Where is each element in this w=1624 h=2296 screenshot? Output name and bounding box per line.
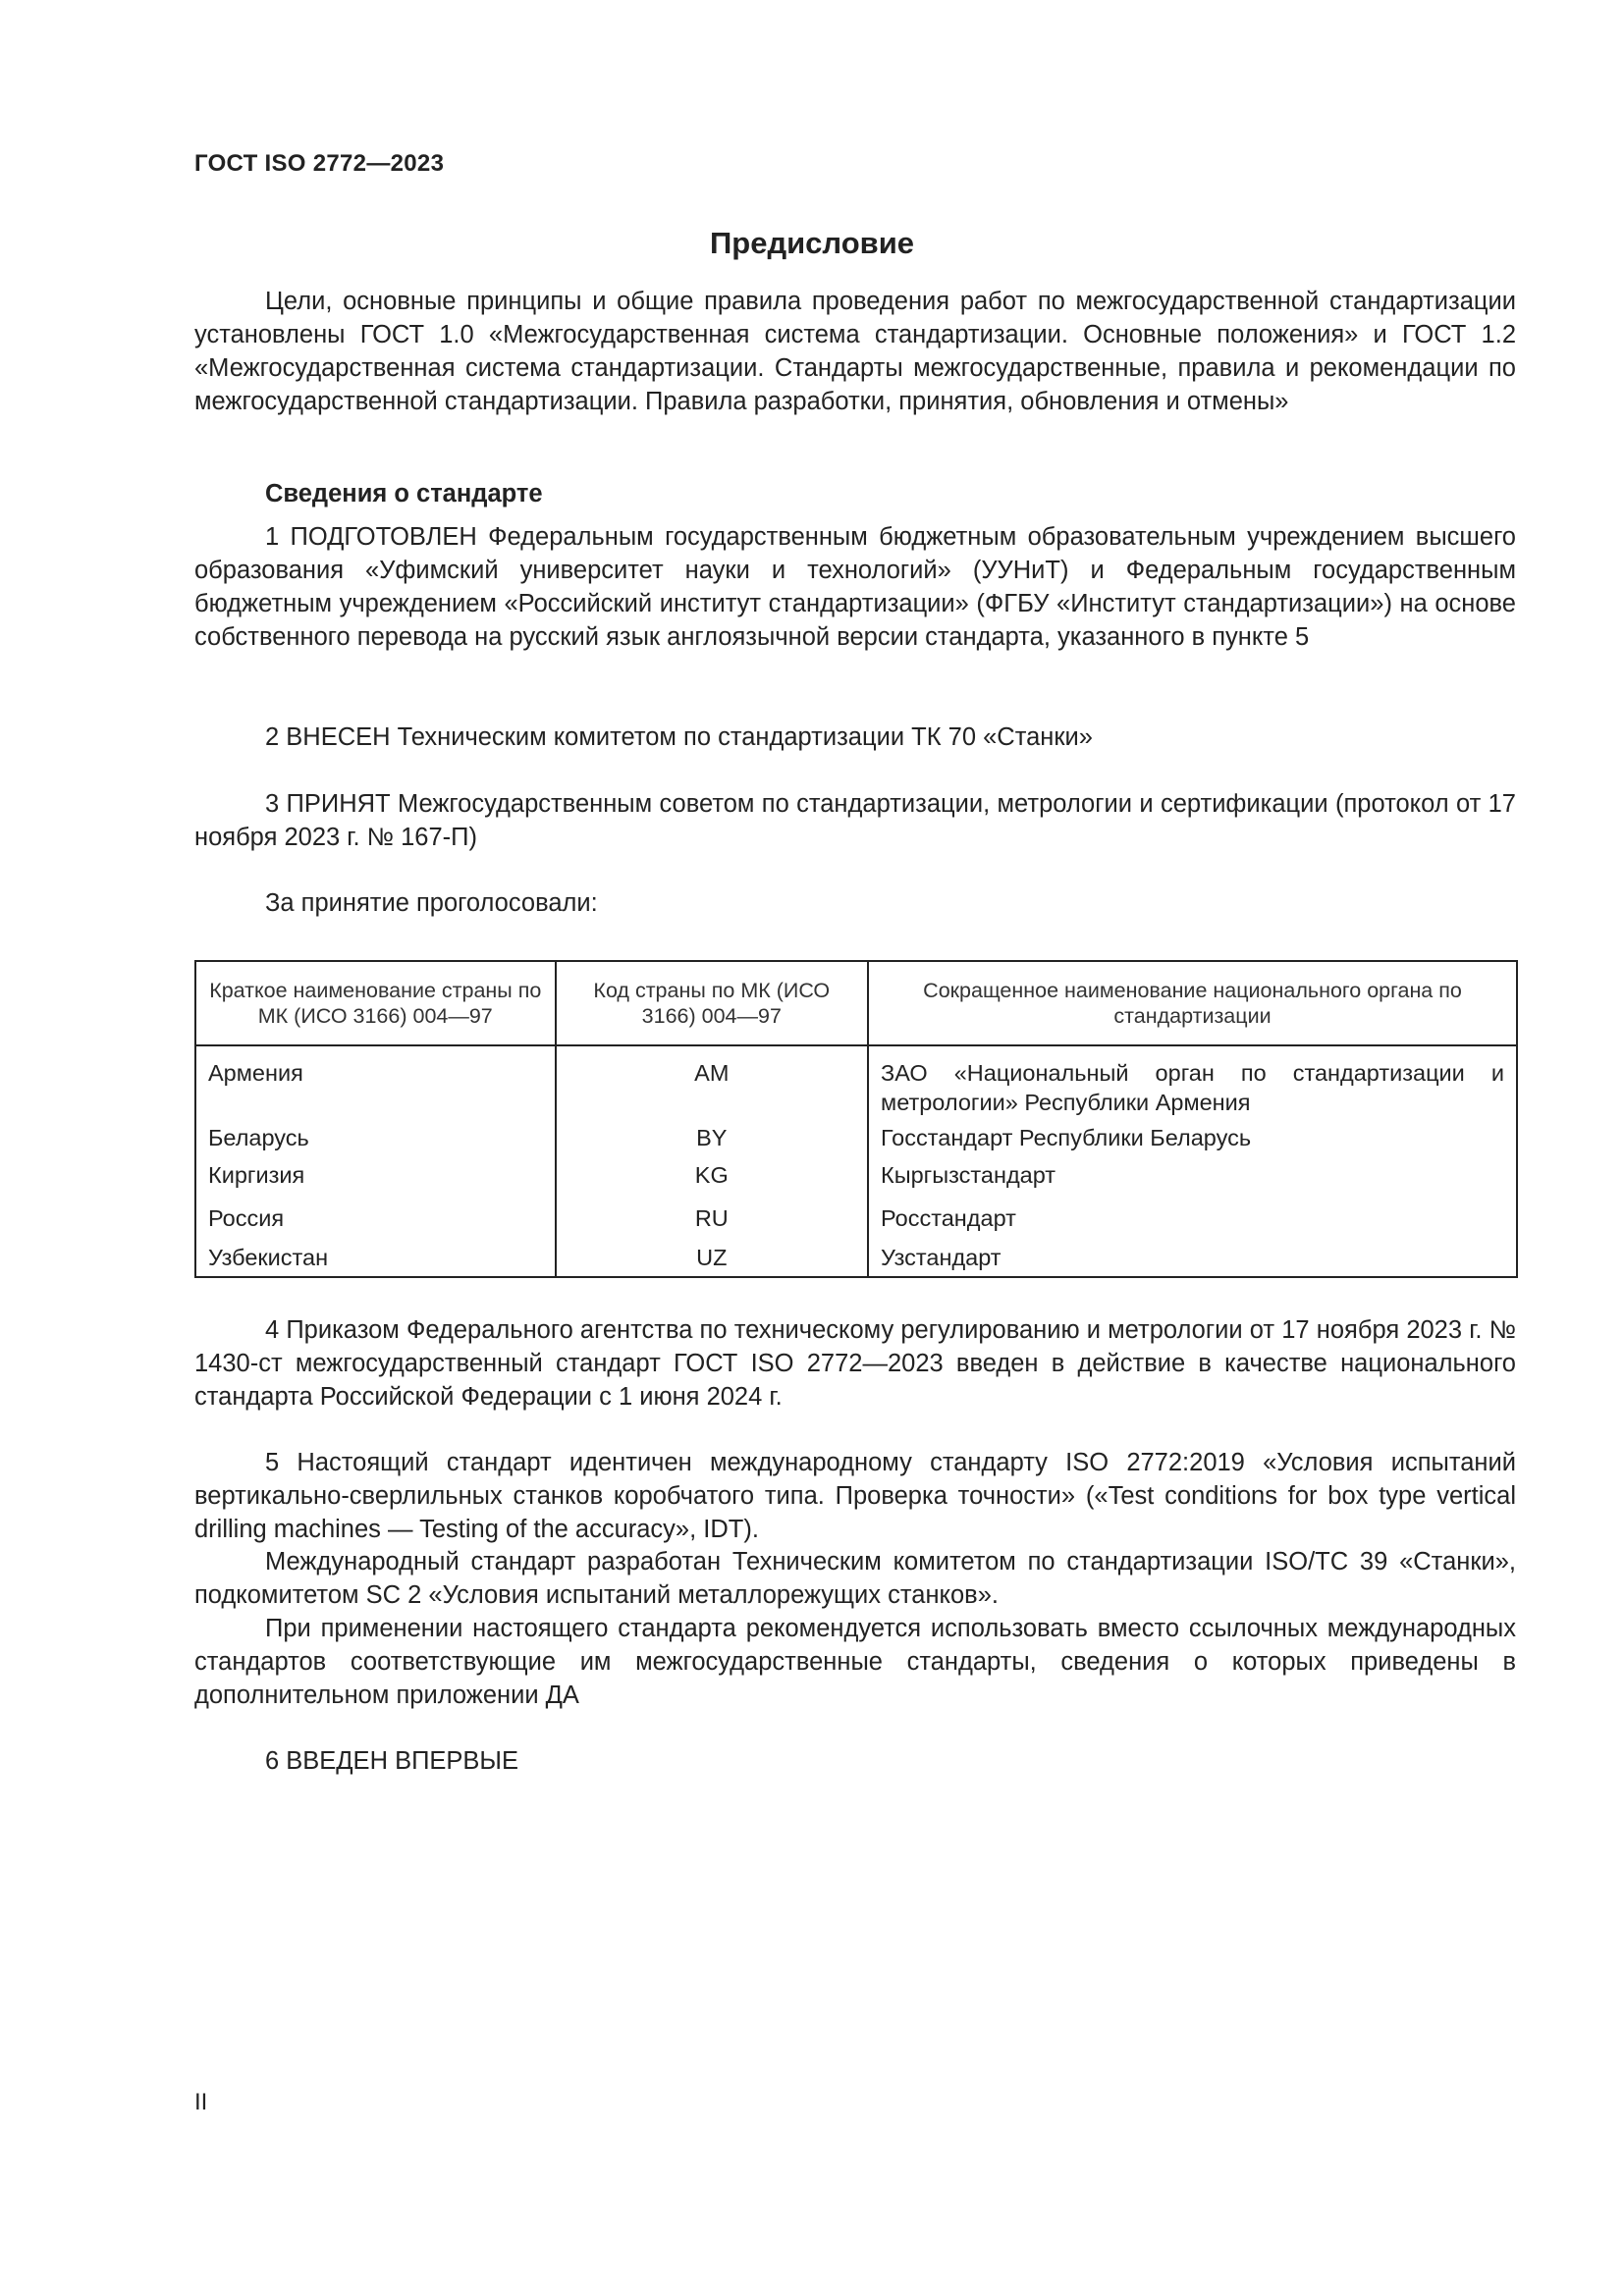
voting-table [194, 960, 1518, 1278]
cell-country: Армения [195, 1045, 556, 1117]
page-number: II [194, 2089, 208, 2115]
item-2-paragraph: 2 ВНЕСЕН Техническим комитетом по стандартизации ТК 70 «Станки» [265, 723, 1093, 751]
page-title: Предисловие [709, 226, 914, 260]
item-6-paragraph: 6 ВВЕДЕН ВПЕРВЫЕ [265, 1747, 519, 1775]
standard-info-heading: Сведения о стандарте [265, 480, 543, 507]
header-country-code: Код страны по МК (ИСО 3166) 004—97 [556, 961, 868, 1045]
cell-national-body: Узстандарт [868, 1237, 1517, 1277]
cell-national-body: Кыргызстандарт [868, 1154, 1517, 1198]
cell-code: KG [556, 1154, 868, 1198]
intro-paragraph: Цели, основные принципы и общие правила проведения работ по межгосударственной стандартизации установлены ГОСТ 1.0 «Межгосударственная система стандартизации. Основные положения» и ГОСТ 1.2 «Межгосударственная система стандартизации. Стандарты межгосударственные, правила и рекомендации по межгосударственной стандартизации. Правила разработки, принятия, обновления и отмены» [194, 288, 1516, 415]
header-national-body: Сокращенное наименование национального органа по стандартизации [868, 961, 1517, 1045]
voted-label: За принятие проголосовали: [265, 889, 598, 917]
item-5-paragraph: 5 Настоящий стандарт идентичен международному стандарту ISO 2772:2019 «Условия испытаний вертикально-сверлильных станков коробчатого типа. Проверка точности» («Test conditions for box type vertical drilling machines — Testing of the accuracy», IDT). [194, 1449, 1516, 1543]
item-5-note-paragraph: При применении настоящего стандарта рекомендуется использовать вместо ссылочных международных стандартов соответствующие им межгосударственные стандарты, сведения о которых приведены в дополнительном приложении ДА [194, 1615, 1516, 1709]
cell-code: BY [556, 1117, 868, 1154]
cell-national-body: Росстандарт [868, 1198, 1517, 1237]
table-row [195, 1117, 1517, 1154]
item-1-paragraph: 1 ПОДГОТОВЛЕН Федеральным государственным бюджетным образовательным учреждением высшего образования «Уфимский университет науки и технологий» (УУНиТ) и Федеральным государственным бюджетным учреждением «Российский институт стандартизации» (ФГБУ «Институт стандартизации») на основе собственного перевода на русский язык англоязычной версии стандарта, указанного в пункте 5 [194, 523, 1516, 651]
document-code: ГОСТ ISO 2772—2023 [194, 150, 445, 177]
item-3-paragraph: 3 ПРИНЯТ Межгосударственным советом по стандартизации, метрологии и сертификации (протокол от 17 ноября 2023 г. № 167-П) [194, 790, 1516, 851]
cell-national-body: Госстандарт Республики Беларусь [868, 1117, 1517, 1154]
cell-country: Узбекистан [195, 1237, 556, 1277]
cell-country: Киргизия [195, 1154, 556, 1198]
table-row [195, 1237, 1517, 1277]
header-country-name: Краткое наименование страны по МК (ИСО 3166) 004—97 [195, 961, 556, 1045]
cell-code: RU [556, 1198, 868, 1237]
cell-code: AM [556, 1045, 868, 1117]
table-row [195, 1045, 1517, 1117]
table-row [195, 1154, 1517, 1198]
cell-national-body: ЗАО «Национальный орган по стандартизации и метрологии» Республики Армения [868, 1045, 1517, 1117]
item-4-paragraph: 4 Приказом Федерального агентства по техническому регулированию и метрологии от 17 ноября 2023 г. № 1430-ст межгосударственный стандарт ГОСТ ISO 2772—2023 введен в действие в качестве национального стандарта Российской Федерации с 1 июня 2024 г. [194, 1316, 1516, 1411]
table-row [195, 1198, 1517, 1237]
cell-country: Россия [195, 1198, 556, 1237]
table-header-row [195, 961, 1517, 1045]
item-5-ref-paragraph: Международный стандарт разработан Техническим комитетом по стандартизации ISO/TC 39 «Станки», подкомитетом SC 2 «Условия испытаний металлорежущих станков». [194, 1548, 1516, 1609]
cell-code: UZ [556, 1237, 868, 1277]
cell-country: Беларусь [195, 1117, 556, 1154]
